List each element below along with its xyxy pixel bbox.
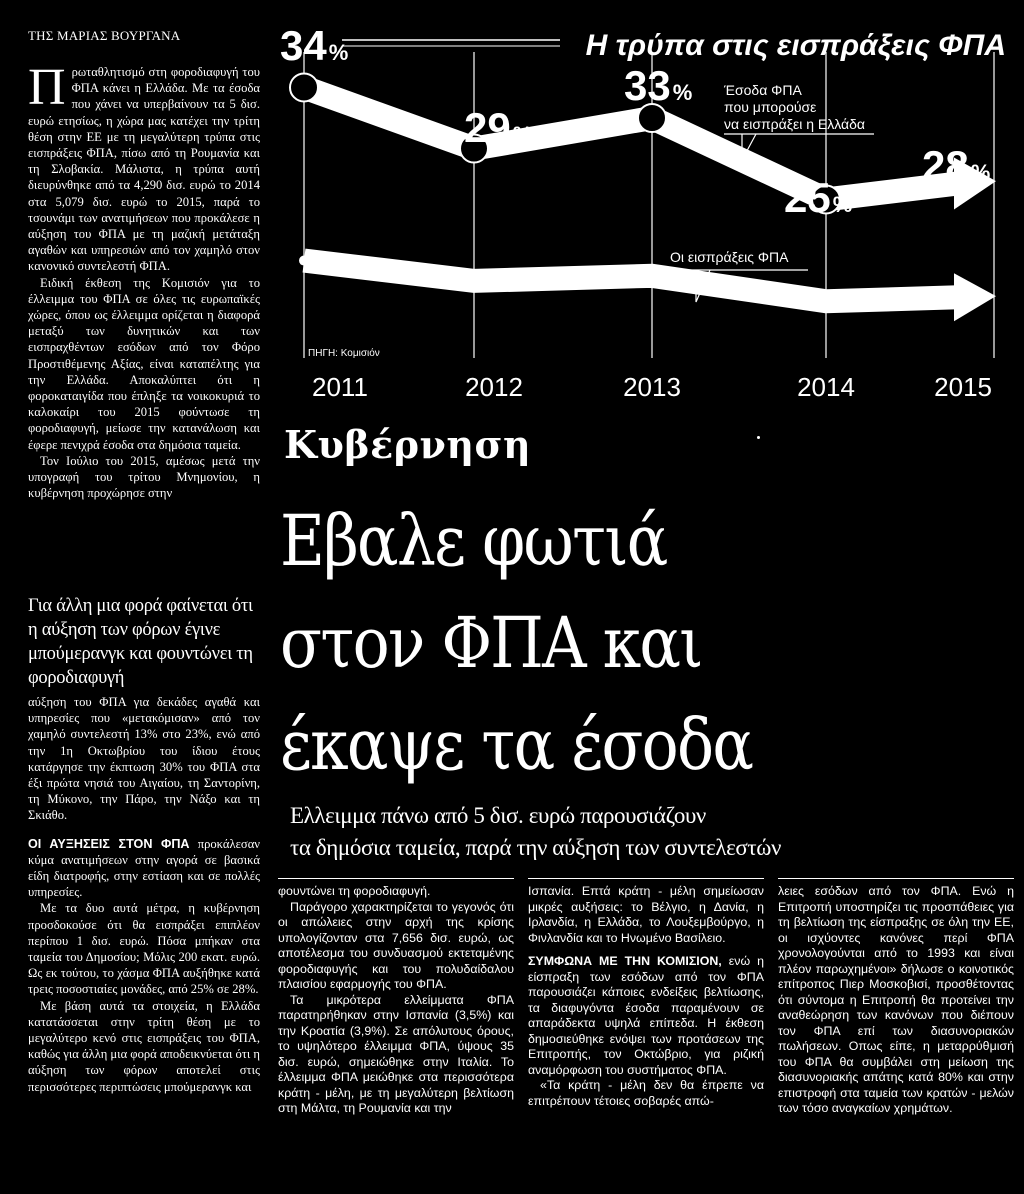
bottom-c2-p2 [528,954,764,1078]
year-label-2013: 2013 [623,372,681,402]
section-label: Κυβέρνηση [284,422,532,467]
bottom-c1-p2: Παράγορο χαρακτηρίζεται το γεγονός ότι οι απώλειες στην αρχή της κρίσης υπολογίζονταν στα 7,656 δισ. ευρώ, ως αποτέλεσμα του συνδυασμού εκτεταμένης φοροδιαφυγής και του πολυδαίδαλου πλαισίου εφαρμογής του ΦΠΑ. [278,899,514,991]
bottom-c2-p2-lead: ΣΥΜΦΩΝΑ ΜΕ ΤΗΝ ΚΟΜΙΣΙΟΝ, [528,954,722,968]
headline-line-2: στον ΦΠΑ και [280,602,702,684]
paragraph-3: Τον Ιούλιο του 2015, αμέσως μετά την υπογραφή του τρίτου Μνημονίου, η κυβέρνηση προχώρησε στην [28,453,260,501]
column-rule-3 [778,878,1014,879]
bottom-c2-p3: «Τα κράτη - μέλη δεν θα έπρεπε να επιτρέπουν τέτοιες σοβαρές απώ- [528,1078,764,1108]
point-actual-2013 [647,271,657,281]
point-actual-2012 [469,276,479,286]
bottom-c3-p1: λειες εσόδων από τον ΦΠΑ. Ενώ η Επιτροπή υποστηρίζει τις προσπάθειες για τη βελτίωση της είσπραξης σε όλη την ΕΕ, οι ισχύοντες κανόνες περί ΦΠΑ χρονολογούνται από το 1993 και είναι πλέον παρωχημένοι» δήλωσε ο κοινοτικός επίτροπος Πιερ Μοσκοβισί, προσθέτοντας ότι σύντομα η Επιτροπή θα προτείνει την αναθεώρηση των κανόνων που διέπουν τον ΦΠΑ επί των διασυνοριακών πωλήσεων. Οπως είπε, η μεταρρύθμισή του ΦΠΑ θα συμβάλει στη μείωση της διασυνοριακής απάτης κατά 80% και στην επιστροφή στα ταμεία των κρατών - μελών των τόσο αναγκαίων χρημάτων. [778,884,1014,1115]
headline [280,490,931,796]
paragraph-4: αύξηση του ΦΠΑ για δεκάδες αγαθά και υπηρεσίες που «μετακόμισαν» από τον χαμηλό συντελεστή 13% στο 23%, ενώ από την 1η Οκτωβρίου του ίδιου έτους κατάργησε την έκπτωση 30% του ΦΠΑ στα έξι πρώτα νησιά του Αιγαίου, τη Σαντορίνη, τη Μύκονο, την Πάρο, την Νάξο και τη Σκιάθο. [28,695,260,823]
point-actual-2014 [821,296,831,306]
legend-potential-line-1: Έσοδα ΦΠΑ [724,82,802,98]
vat-gap-chart [278,22,1018,412]
gap-label-2015: 28% [922,142,991,189]
series-arrow-actual [954,273,996,321]
byline: ΤΗΣ ΜΑΡΙΑΣ ΒΟΥΡΓΑΝΑ [28,28,181,43]
bottom-column-1 [278,884,514,1117]
gap-label-2011: 34% [280,22,349,69]
bottom-c2-p1: Ισπανία. Επτά κράτη - μέλη σημείωσαν μικρές αυξήσεις: το Βέλγιο, η Δανία, η Ιρλανδία, η Ελλάδα, το Λουξεμβούργο, η Φινλανδία και το Ηνωμένο Βασίλειο. [528,884,764,945]
subheadline [290,800,1010,864]
point-actual-2011 [299,256,309,266]
gap-label-2013: 33% [624,62,693,109]
paragraph-5-lead: ΟΙ ΑΥΞΗΣΕΙΣ ΣΤΟΝ ΦΠΑ [28,836,190,851]
left-column [28,59,260,501]
headline-line-3: έκαψε τα έσοδα [280,704,753,786]
left-column-lower [28,694,260,1095]
paragraph-5 [28,836,260,901]
column-rule-2 [528,878,764,879]
year-label-2012: 2012 [465,372,523,402]
headline-line-1: Εβαλε φωτιά [280,500,667,582]
year-label-2011: 2011 [312,372,368,402]
paragraph-6: Με τα δυο αυτά μέτρα, η κυβέρνηση προσδοκούσε ότι θα εισπράξει επιπλέον περίπου 1 δισ. ευρώ. Πόσα μπήκαν στα ταμεία του Δημοσίου; Μόλις 200 εκατ. ευρώ. Ως εκ τούτου, το χάσμα ΦΠΑ αυξήθηκε κατά τρεις ποσοστιαίες μονάδες, από 25% σε 28%. [28,901,260,997]
bottom-column-3 [778,884,1014,1117]
point-potential-2011 [290,73,318,101]
column-rule-1 [278,878,514,879]
pull-quote: Για άλλη μια φορά φαίνεται ότι η αύξηση των φόρων έγινε μπούμερανγκ και φουντώνει τη φοροδιαφυγή [28,596,253,688]
legend-potential-line-3: να εισπράξει η Ελλάδα [724,116,865,132]
dot-mark [757,436,760,439]
drop-cap: Π [28,59,66,116]
series-line-actual [304,261,958,302]
subheadline-line-1: Ελλειμμα πάνω από 5 δισ. ευρώ παρουσιάζουν [290,803,706,828]
legend-potential [723,82,874,160]
paragraph-5-text: προκάλεσαν κύμα ανατιμήσεων στην αγορά σε βασικά είδη διατροφής, στην εστίαση και σε πολλές υπηρεσίες. [28,836,260,900]
chart-source: ΠΗΓΗ: Κομισιόν [308,348,380,359]
legend-potential-line-2: που μπορούσε [724,99,817,115]
gap-label-2012: 29% [464,104,533,151]
bottom-c1-p3: Τα μικρότερα ελλείμματα ΦΠΑ παρατηρήθηκαν στην Ισπανία (3,5%) και την Κροατία (3,9%). Σε απόλυτους όρους, το υψηλότερο έλλειμμα ΦΠΑ, ύψους 35 δισ. ευρώ, σημειώθηκε στην Ιταλία. Το έλλειμμα ΦΠΑ μειώθηκε στα περισσότερα κράτη - μέλη, με τη μεγαλύτερη βελτίωση στη Μάλτα, τη Ρουμανία και την [278,992,514,1115]
intro-text: ρωταθλητισμό στη φοροδιαφυγή του ΦΠΑ κάνει η Ελλάδα. Με τα έσοδα που χάνει να υπερβαίνουν τα 5 δισ. ευρώ ετησίως, η χώρα μας κατέχει την τρίτη θέση στην ΕΕ με τη μεγαλύτερη τρύπα στις εισπράξεις ΦΠΑ, πίσω από τη Ρουμανία και τη Σλοβακία. Μάλιστα, η τρύπα αυτή διευρύνθηκε από τα 4,290 δισ. ευρώ το 2014 στα 5,079 δισ. ευρώ το 2015, παρά το τσουνάμι των ανατιμήσεων που προκάλεσε η αύξηση του ΦΠΑ με τη μαζική μετάταξη αγαθών και υπηρεσιών από τον χαμηλό στον κανονικό συντελεστή ΦΠΑ. [28,65,260,274]
bottom-column-2 [528,884,764,1109]
subheadline-line-2: τα δημόσια ταμεία, παρά την αύξηση των συντελεστών [290,835,782,860]
chart-title: Η τρύπα στις εισπράξεις ΦΠΑ [585,29,1006,62]
year-label-2014: 2014 [797,372,855,402]
gap-label-2014: 25% [784,174,853,221]
bottom-c2-p2-text: ενώ η είσπραξη των εσόδων από τον ΦΠΑ παρουσιάζει κάποιες ενδείξεις βελτίωσης, τα διαφυγόντα έσοδα παραμένουν σε απαράδεκτα υψηλά επίπεδα. Η έκθεση δημοσιεύθηκε ενόψει των προτάσεων της Επιτροπής, τον Οκτώβριο, για ριζική αναμόρφωση του συστήματος ΦΠΑ. [528,954,764,1077]
intro-paragraph [28,59,260,275]
paragraph-7: Με βάση αυτά τα στοιχεία, η Ελλάδα κατατάσσεται στην τρίτη θέση με το μεγαλύτερο κενό στις εισπράξεις του ΦΠΑ, καθώς για άλλη μια φορά αποδεικνύεται ότι η αύξηση των φόρων αποτελεί στις περισσότερες περιπτώσεις μπούμερανγκ και [28,998,261,1094]
paragraph-2: Ειδική έκθεση της Κομισιόν για το έλλειμμα του ΦΠΑ σε όλες τις ευρωπαϊκές χώρες, όπου ως έλλειμμα ορίζεται η διαφορά μεταξύ των δυνητικών και των εισπραχθέντων εσόδων από τον Φόρο Προστιθέμενης Αξίας, είναι καταπέλτης για την Ελλάδα. Αποκαλύπτει ότι η φοροκαταιγίδα που έπληξε τα νοικοκυριά το καλοκαίρι του 2015 φούντωσε τη φοροδιαφυγή, μείωσε την κατανάλωση και έφερε πενιχρά έσοδα στα δημόσια ταμεία. [28,275,260,452]
bottom-c1-p1: φουντώνει τη φοροδιαφυγή. [278,884,431,898]
year-label-2015: 2015 [934,372,992,402]
legend-actual-label: Οι εισπράξεις ΦΠΑ [670,249,789,265]
